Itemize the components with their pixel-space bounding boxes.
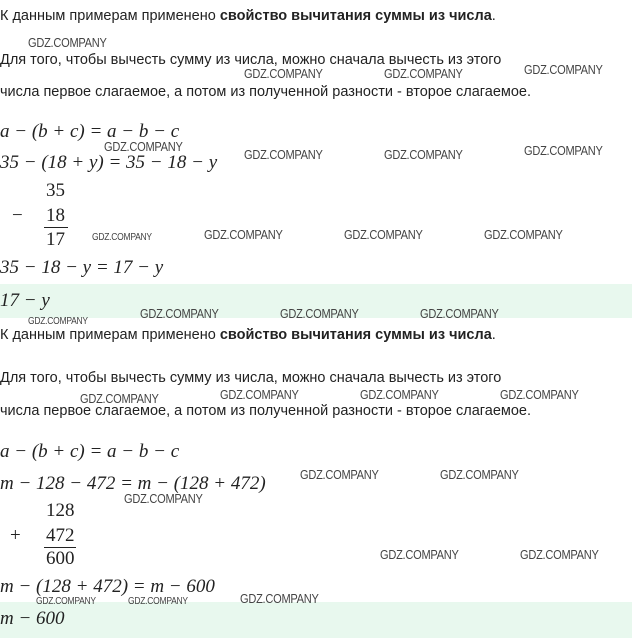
formula-2: a − (b + c) = a − b − c — [0, 441, 180, 462]
column-result-2: 600 — [46, 548, 75, 569]
watermark: GDZ.COMPANY — [36, 596, 96, 607]
column-line-1 — [44, 227, 68, 228]
formula-1: a − (b + c) = a − b − c — [0, 121, 180, 142]
rule-line-2a: Для того, чтобы вычесть сумму из числа, можно сначала вычесть из этого — [0, 370, 502, 386]
watermark: GDZ.COMPANY — [500, 387, 579, 402]
watermark: GDZ.COMPANY — [384, 147, 463, 162]
watermark: GDZ.COMPANY — [240, 591, 319, 606]
watermark: GDZ.COMPANY — [80, 391, 159, 406]
column-top-1: 35 — [46, 180, 65, 201]
watermark: GDZ.COMPANY — [28, 35, 107, 50]
watermark: GDZ.COMPANY — [244, 66, 323, 81]
watermark: GDZ.COMPANY — [128, 596, 188, 607]
answer-box-2 — [0, 602, 632, 638]
watermark: GDZ.COMPANY — [92, 232, 152, 243]
equation-2a: m − 128 − 472 = m − (128 + 472) — [0, 473, 266, 494]
watermark: GDZ.COMPANY — [104, 139, 183, 154]
intro-text-2: К данным примерам применено свойство вычитания суммы из числа. — [0, 327, 496, 343]
column-top-2: 128 — [46, 500, 75, 521]
watermark: GDZ.COMPANY — [360, 387, 439, 402]
watermark: GDZ.COMPANY — [484, 227, 563, 242]
watermark: GDZ.COMPANY — [520, 547, 599, 562]
intro-bold-1: свойство вычитания суммы из числа — [219, 8, 492, 24]
column-sign-1: − — [12, 205, 23, 226]
watermark: GDZ.COMPANY — [440, 467, 519, 482]
watermark: GDZ.COMPANY — [384, 66, 463, 81]
intro-bold-2: свойство вычитания суммы из числа — [219, 327, 492, 343]
watermark: GDZ.COMPANY — [220, 387, 299, 402]
watermark: GDZ.COMPANY — [300, 467, 379, 482]
watermark: GDZ.COMPANY — [524, 143, 603, 158]
rule-line-2b: числа первое слагаемое, а потом из полученной разности - второе слагаемое. — [0, 403, 532, 419]
watermark: GDZ.COMPANY — [140, 306, 219, 321]
column-result-1: 17 — [46, 229, 65, 250]
equation-1a: 35 − (18 + y) = 35 − 18 − y — [0, 152, 218, 173]
watermark: GDZ.COMPANY — [380, 547, 459, 562]
answer-1: 17 − y — [0, 290, 50, 311]
watermark: GDZ.COMPANY — [420, 306, 499, 321]
column-sign-2: + — [10, 525, 21, 546]
answer-2: m − 600 — [0, 608, 65, 629]
watermark: GDZ.COMPANY — [124, 491, 203, 506]
equation-2b: m − (128 + 472) = m − 600 — [0, 576, 215, 597]
watermark: GDZ.COMPANY — [280, 306, 359, 321]
watermark: GDZ.COMPANY — [28, 316, 88, 327]
watermark: GDZ.COMPANY — [204, 227, 283, 242]
rule-line-1b: числа первое слагаемое, а потом из полученной разности - второе слагаемое. — [0, 84, 532, 100]
watermark: GDZ.COMPANY — [344, 227, 423, 242]
watermark: GDZ.COMPANY — [244, 147, 323, 162]
intro-text-1: К данным примерам применено свойство вычитания суммы из числа. — [0, 8, 496, 24]
rule-line-1a: Для того, чтобы вычесть сумму из числа, можно сначала вычесть из этого — [0, 52, 502, 68]
equation-1b: 35 − 18 − y = 17 − y — [0, 257, 164, 278]
watermark: GDZ.COMPANY — [524, 62, 603, 77]
column-bottom-2: 472 — [46, 525, 75, 546]
column-bottom-1: 18 — [46, 205, 65, 226]
